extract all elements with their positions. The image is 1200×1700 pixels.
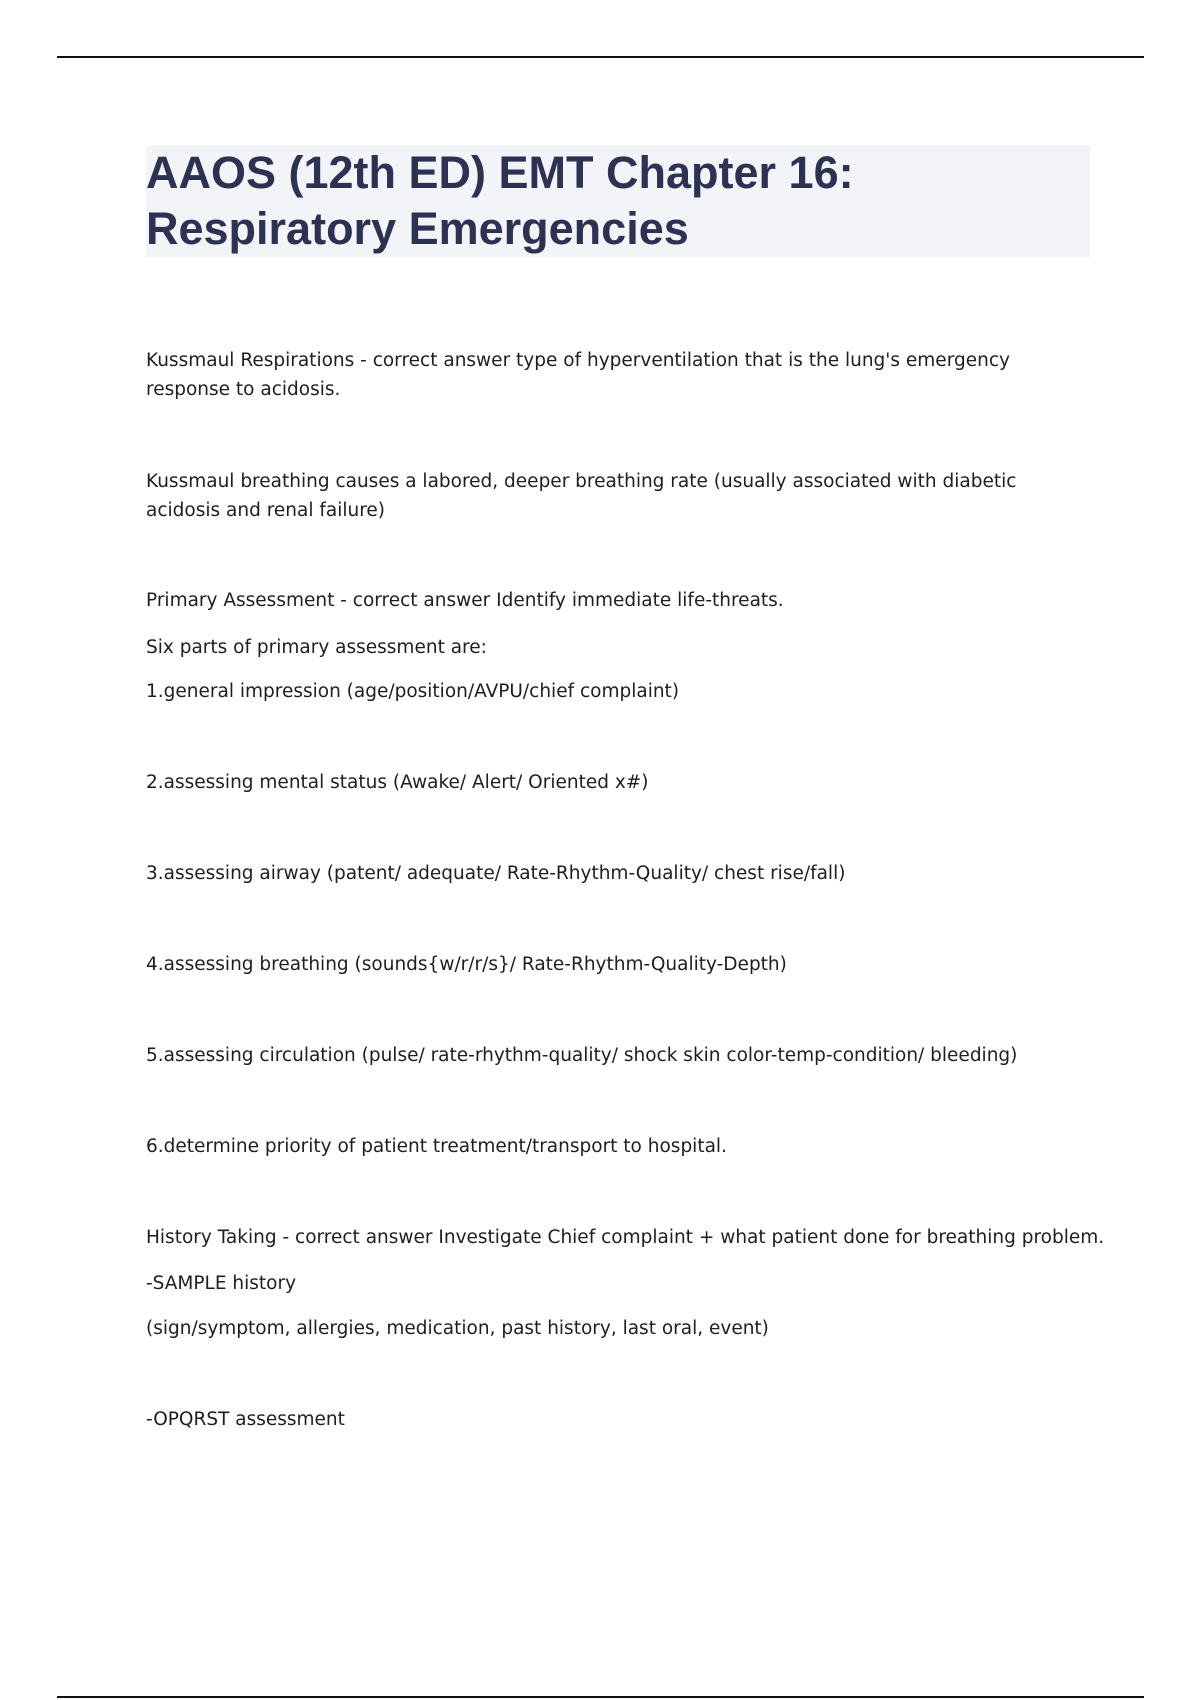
paragraph-kussmaul-respirations: Kussmaul Respirations - correct answer type of hyperventilation that is the lung's emergency response to acidosis. [146, 350, 1010, 400]
list-item-4: 4.assessing breathing (sounds{w/r/r/s}/ Rate-Rhythm-Quality-Depth) [146, 954, 787, 975]
paragraph-sample-history: -SAMPLE history [146, 1273, 297, 1294]
paragraph-history-taking: History Taking - correct answer Investigate Chief complaint + what patient done for breathing problem. [146, 1227, 1105, 1248]
list-item-5: 5.assessing circulation (pulse/ rate-rhythm-quality/ shock skin color-temp-condition/ bleeding) [146, 1045, 1018, 1066]
paragraph-kussmaul-breathing: Kussmaul breathing causes a labored, deeper breathing rate (usually associated with diabetic acidosis and renal failure) [146, 471, 1017, 521]
title-line-1: AAOS (12th ED) EMT Chapter 16: [146, 147, 854, 198]
document-title [146, 145, 1090, 257]
list-item-1: 1.general impression (age/position/AVPU/chief complaint) [146, 681, 680, 702]
paragraph-six-parts: Six parts of primary assessment are: [146, 637, 487, 658]
list-item-2: 2.assessing mental status (Awake/ Alert/ Oriented x#) [146, 772, 649, 793]
paragraph-primary-assessment: Primary Assessment - correct answer Identify immediate life-threats. [146, 590, 784, 611]
top-rule [57, 56, 1144, 58]
paragraph-sample-expansion: (sign/symptom, allergies, medication, past history, last oral, event) [146, 1318, 769, 1339]
paragraph-opqrst: -OPQRST assessment [146, 1409, 345, 1430]
list-item-6: 6.determine priority of patient treatment/transport to hospital. [146, 1136, 727, 1157]
list-item-3: 3.assessing airway (patent/ adequate/ Rate-Rhythm-Quality/ chest rise/fall) [146, 863, 846, 884]
bottom-rule [57, 1696, 1144, 1698]
title-line-2: Respiratory Emergencies [146, 203, 689, 254]
title-block [146, 145, 1090, 257]
